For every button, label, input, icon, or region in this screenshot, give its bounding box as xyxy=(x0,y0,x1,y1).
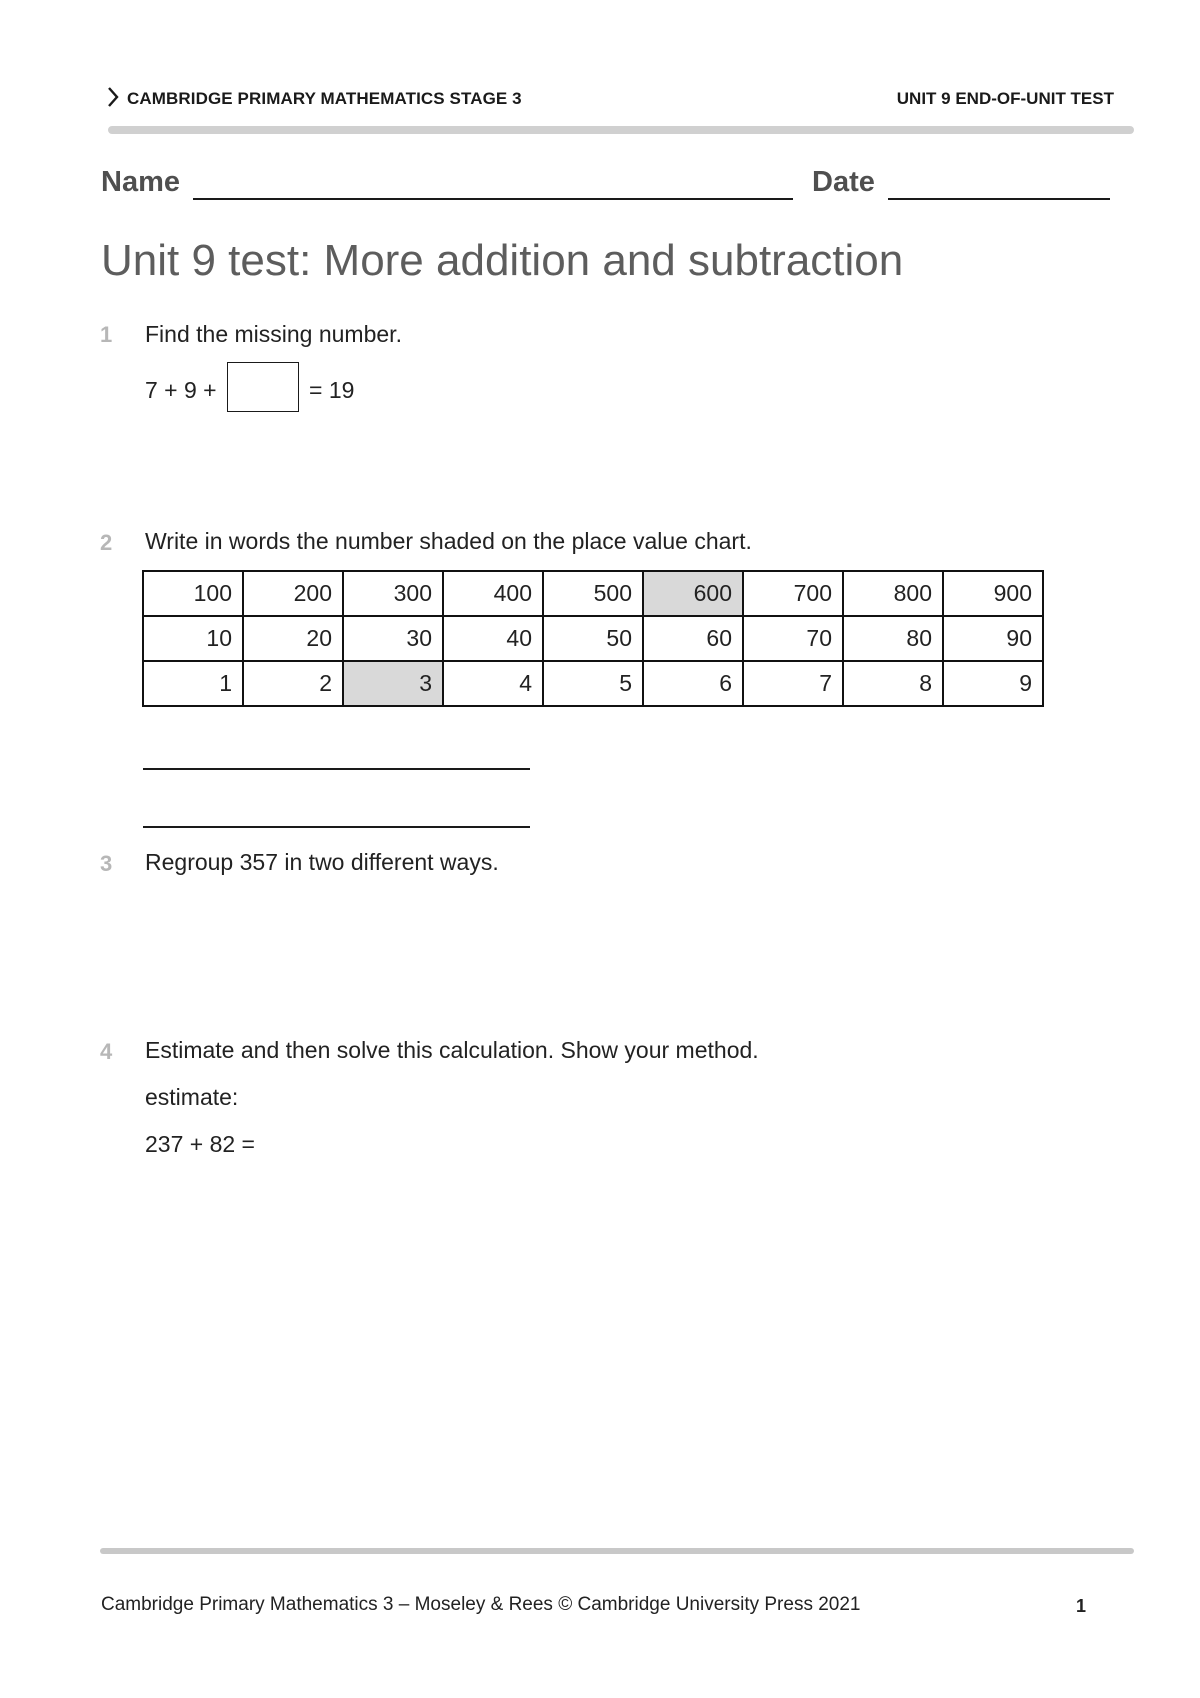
place-value-cell: 40 xyxy=(443,616,543,661)
place-value-cell: 8 xyxy=(843,661,943,706)
place-value-cell: 1 xyxy=(143,661,243,706)
date-label: Date xyxy=(812,166,875,198)
place-value-cell: 400 xyxy=(443,571,543,616)
answer-line-1[interactable] xyxy=(143,768,530,770)
place-value-cell: 80 xyxy=(843,616,943,661)
page-title: Unit 9 test: More addition and subtraction xyxy=(101,236,904,285)
place-value-cell: 900 xyxy=(943,571,1043,616)
place-value-cell: 60 xyxy=(643,616,743,661)
question-1-equation-right: = 19 xyxy=(309,377,355,403)
place-value-cell: 800 xyxy=(843,571,943,616)
place-value-cell: 6 xyxy=(643,661,743,706)
name-field-line[interactable] xyxy=(193,198,793,200)
place-value-row xyxy=(143,616,1043,661)
question-4-text: Estimate and then solve this calculation. Show your method. xyxy=(145,1037,759,1063)
place-value-cell: 10 xyxy=(143,616,243,661)
place-value-cell: 200 xyxy=(243,571,343,616)
place-value-cell: 5 xyxy=(543,661,643,706)
page-number: 1 xyxy=(1076,1596,1087,1616)
place-value-cell: 7 xyxy=(743,661,843,706)
place-value-row xyxy=(143,661,1043,706)
place-value-cell: 70 xyxy=(743,616,843,661)
calculation-text: 237 + 82 = xyxy=(145,1131,255,1157)
question-2-number: 2 xyxy=(100,530,113,555)
header-series-title: CAMBRIDGE PRIMARY MATHEMATICS STAGE 3 xyxy=(127,89,522,108)
place-value-cell: 20 xyxy=(243,616,343,661)
name-label: Name xyxy=(101,166,180,198)
place-value-cell: 9 xyxy=(943,661,1043,706)
place-value-cell: 100 xyxy=(143,571,243,616)
date-field-line[interactable] xyxy=(888,198,1110,200)
missing-number-box[interactable] xyxy=(227,362,299,412)
question-3-number: 3 xyxy=(100,851,113,876)
place-value-cell: 2 xyxy=(243,661,343,706)
place-value-cell: 4 xyxy=(443,661,543,706)
footer-divider xyxy=(100,1548,1134,1554)
question-3-text: Regroup 357 in two different ways. xyxy=(145,849,499,875)
chevron-right-icon xyxy=(106,86,120,108)
place-value-cell: 700 xyxy=(743,571,843,616)
question-1-equation-left: 7 + 9 + xyxy=(145,377,217,403)
header-divider xyxy=(108,126,1134,134)
question-1-text: Find the missing number. xyxy=(145,321,402,347)
estimate-label: estimate: xyxy=(145,1084,239,1110)
header-unit-title: UNIT 9 END-OF-UNIT TEST xyxy=(896,89,1114,108)
place-value-cell: 50 xyxy=(543,616,643,661)
question-4-number: 4 xyxy=(100,1039,113,1064)
place-value-cell: 300 xyxy=(343,571,443,616)
question-1-number: 1 xyxy=(100,322,113,347)
place-value-cell: 3 xyxy=(343,661,443,706)
place-value-cell: 90 xyxy=(943,616,1043,661)
place-value-cell: 600 xyxy=(643,571,743,616)
footer-copyright: Cambridge Primary Mathematics 3 – Moseley & Rees © Cambridge University Press 2021 xyxy=(101,1594,861,1615)
place-value-cell: 500 xyxy=(543,571,643,616)
place-value-cell: 30 xyxy=(343,616,443,661)
place-value-row xyxy=(143,571,1043,616)
place-value-chart xyxy=(142,570,1044,707)
question-2-text: Write in words the number shaded on the place value chart. xyxy=(145,528,752,554)
answer-line-2[interactable] xyxy=(143,826,530,828)
